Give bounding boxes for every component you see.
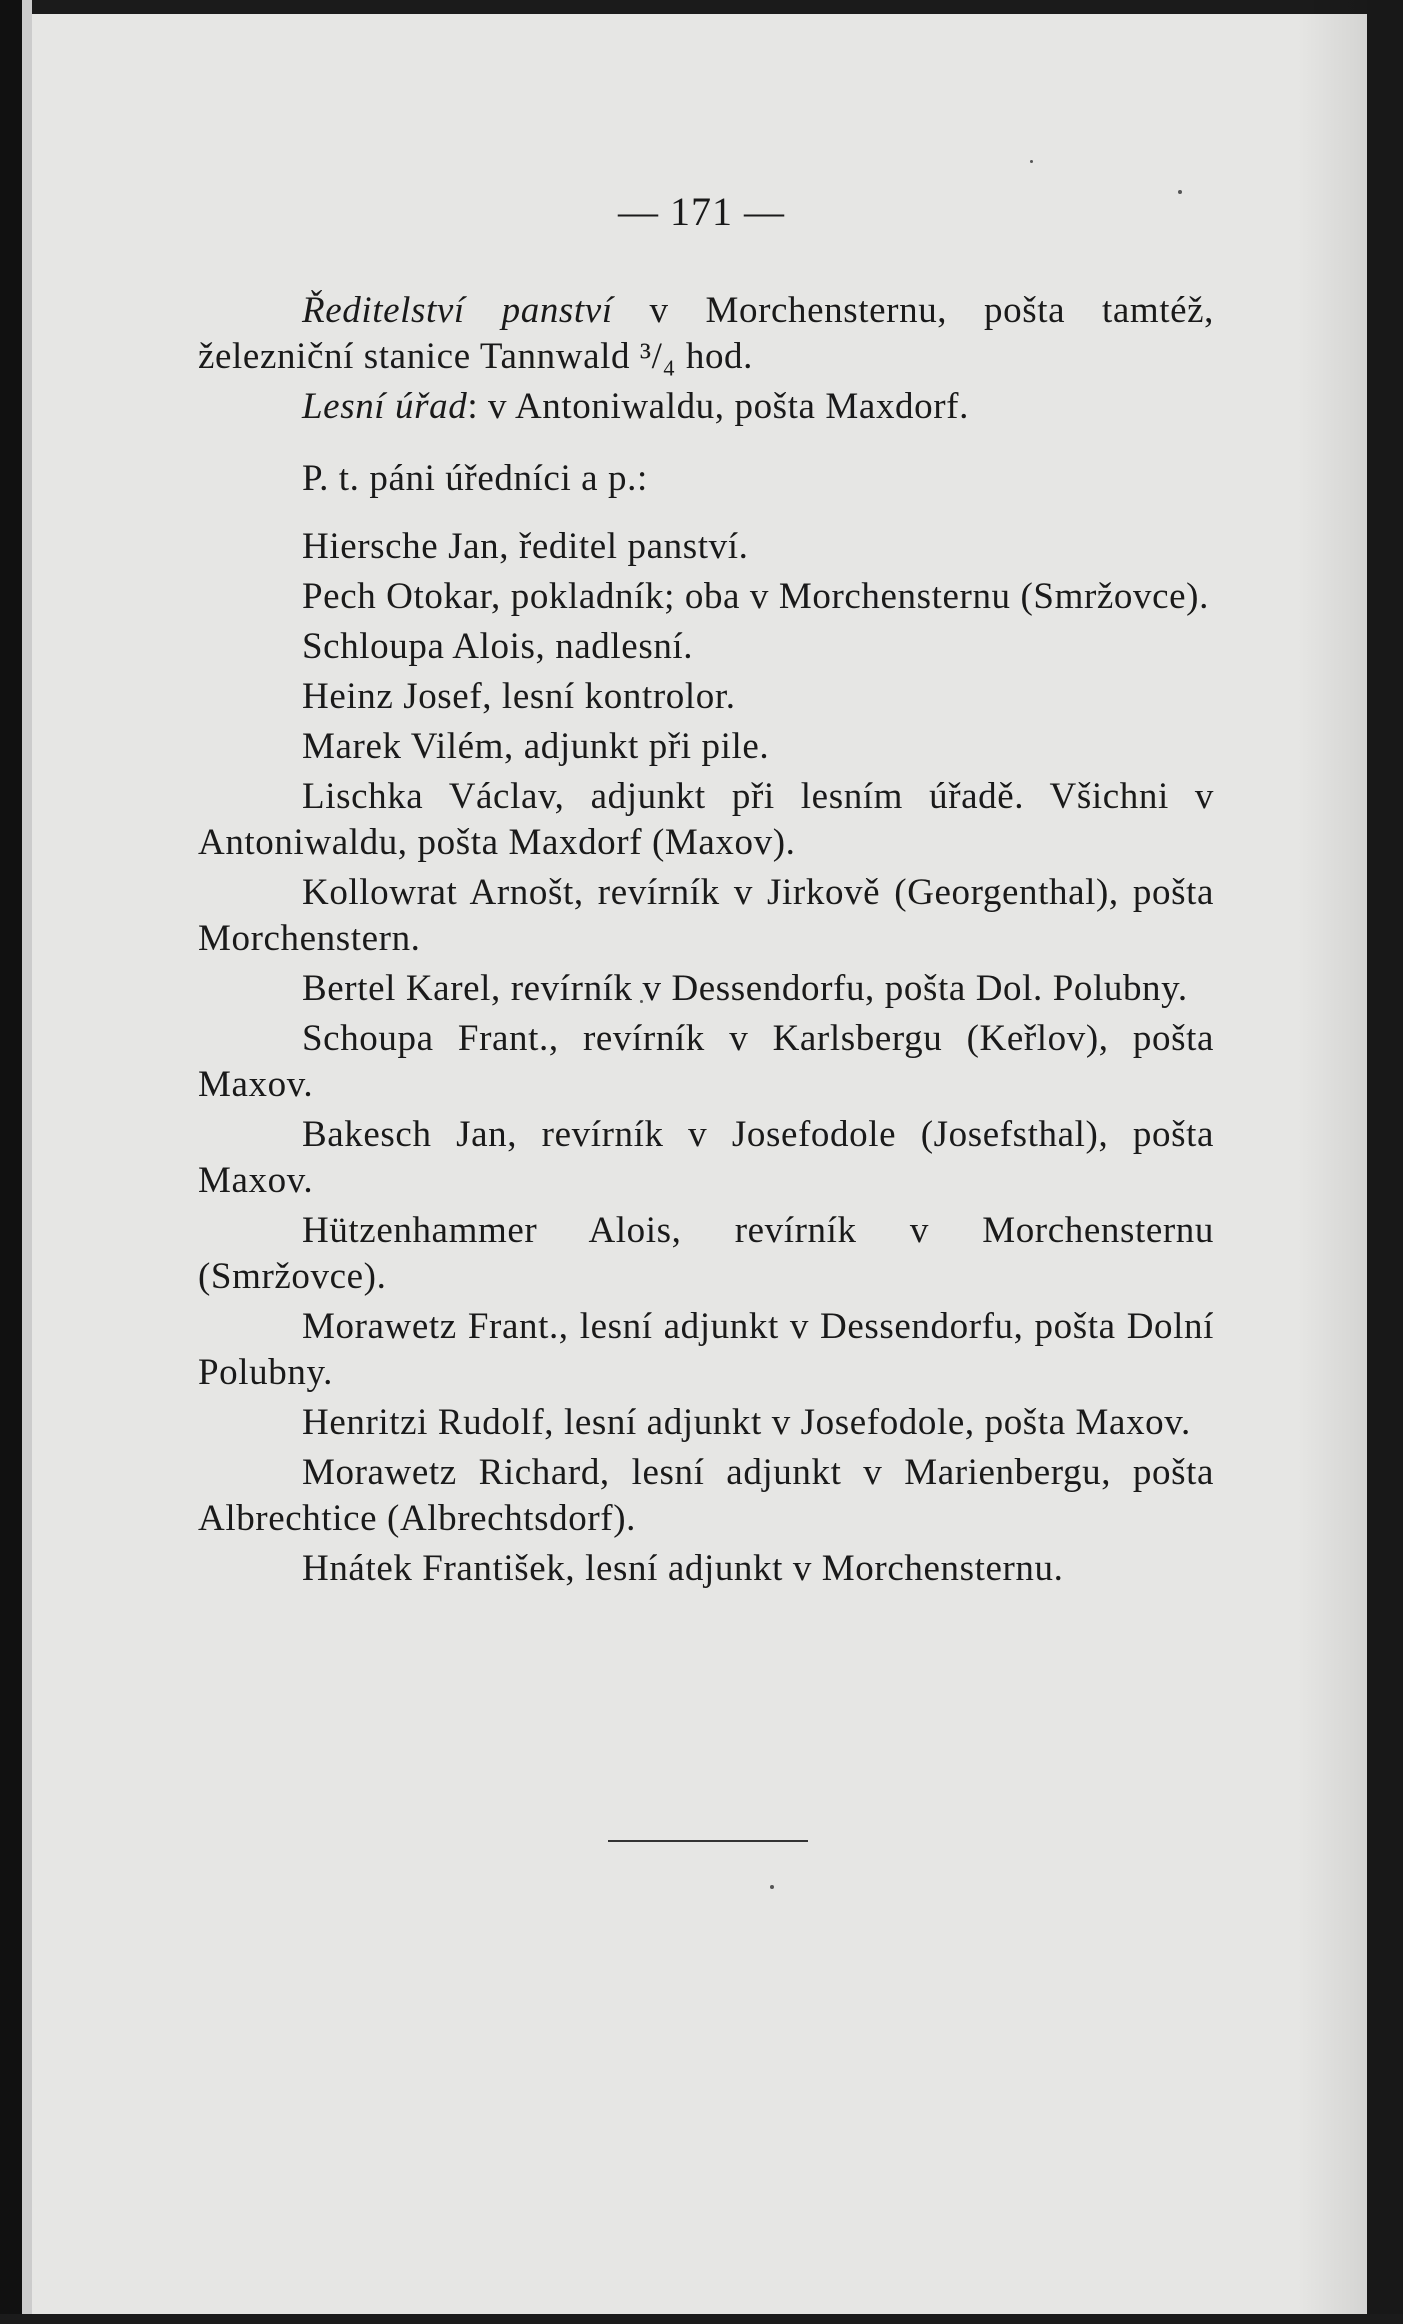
page-body [198, 288, 1214, 1596]
forest-office-label: Lesní úřad [302, 386, 468, 427]
staff-entry: Schoupa Frant., revírník v Karlsbergu (Keřlov), pošta Maxov. [198, 1018, 1214, 1105]
staff-entry: Pech Otokar, pokladník; oba v Morchensternu (Smržovce). [302, 576, 1209, 617]
staff-entry: Bertel Karel, revírník v Dessendorfu, pošta Dol. Polubny. [302, 968, 1188, 1009]
scan-border-top [0, 0, 1403, 14]
staff-entry: Lischka Václav, adjunkt při lesním úřadě. Všichni v Antoniwaldu, pošta Maxdorf (Maxov). [198, 776, 1214, 863]
staff-entry: Schloupa Alois, nadlesní. [302, 626, 694, 667]
staff-list [198, 524, 1214, 1592]
staff-entry: Henritzi Rudolf, lesní adjunkt v Josefodole, pošta Maxov. [302, 1402, 1191, 1443]
staff-entry: Morawetz Frant., lesní adjunkt v Dessendorfu, pošta Dolní Polubny. [198, 1306, 1214, 1393]
staff-entry: Morawetz Richard, lesní adjunkt v Marienbergu, pošta Albrechtice (Albrechtsdorf). [198, 1452, 1214, 1539]
section-divider [608, 1840, 808, 1842]
officials-intro: P. t. páni úředníci a p.: [302, 458, 648, 499]
staff-entry: Bakesch Jan, revírník v Josefodole (Josefsthal), pošta Maxov. [198, 1114, 1214, 1201]
dust-speck [770, 1885, 774, 1889]
staff-entry: Kollowrat Arnošt, revírník v Jirkově (Georgenthal), pošta Morchenstern. [198, 872, 1214, 959]
staff-entry: Hnátek František, lesní adjunkt v Morchensternu. [302, 1548, 1064, 1589]
dust-speck [1030, 160, 1033, 163]
staff-entry: Heinz Josef, lesní kontrolor. [302, 676, 736, 717]
scan-border-bottom [0, 2314, 1403, 2324]
forest-office-text: : v Antoniwaldu, pošta Maxdorf. [467, 386, 969, 427]
staff-entry: Marek Vilém, adjunkt při pile. [302, 726, 770, 767]
forest-office-paragraph [198, 384, 1214, 430]
staff-entry: Hiersche Jan, ředitel panství. [302, 526, 749, 567]
directorate-label: Ředitelství panství [302, 290, 613, 331]
scan-border-right [1367, 0, 1403, 2324]
directorate-paragraph [198, 288, 1214, 380]
page-shadow-right [1297, 0, 1367, 2324]
scan-border-left-inner [22, 0, 32, 2324]
staff-entry: Hützenhammer Alois, revírník v Morchensternu (Smržovce). [198, 1210, 1214, 1297]
directorate-text: v Morchensternu, pošta tamtéž, železniční stanice Tannwald ³/₄ hod. [198, 290, 1214, 377]
page-number: — 171 — [618, 189, 785, 234]
